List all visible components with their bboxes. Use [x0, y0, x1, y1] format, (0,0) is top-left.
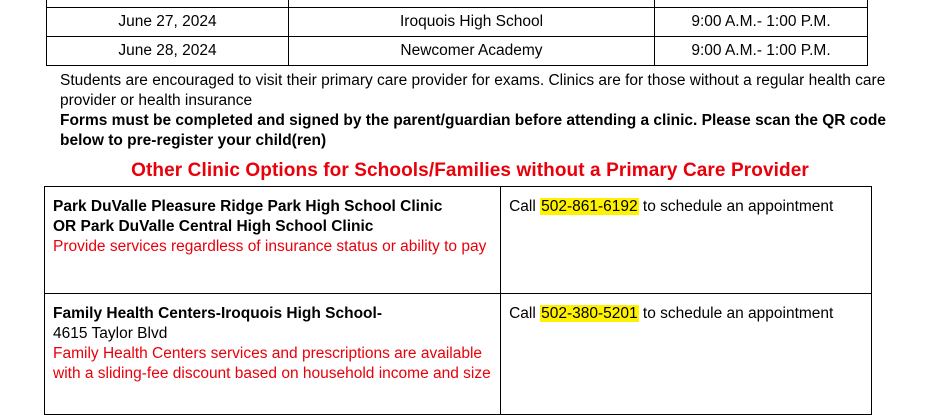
location-cell: Iroquois High School	[289, 8, 655, 37]
table-row	[45, 187, 872, 294]
table-row	[47, 8, 868, 37]
forms-note: Forms must be completed and signed by the parent/guardian before attending a clinic. Please scan the QR code below to pre-register your child(ren)	[60, 112, 886, 149]
call-suffix: to schedule an appointment	[638, 305, 834, 322]
encourage-note: Students are encouraged to visit their primary care provider for exams. Clinics are for those without a regular health care provider or health insurance	[60, 72, 886, 109]
other-clinics-table	[44, 186, 872, 415]
date-cell: June 27, 2024	[47, 8, 289, 37]
clinic-contact-cell	[501, 187, 872, 294]
other-clinics-heading: Other Clinic Options for Schools/Families without a Primary Care Provider	[131, 160, 809, 181]
clinic-name: Park DuValle Pleasure Ridge Park High School Clinic	[53, 198, 443, 215]
time-cell: 9:00 A.M.- 1:00 P.M.	[655, 8, 868, 37]
location-cell: Newcomer Academy	[289, 37, 655, 66]
clinic-description: Family Health Centers services and prescriptions are available with a sliding-fee discount based on household income and size	[53, 345, 491, 382]
phone-number[interactable]: 502-861-6192	[541, 198, 638, 215]
call-prefix: Call	[509, 198, 541, 215]
clinic-contact-cell	[501, 294, 872, 415]
date-cell: June 28, 2024	[47, 37, 289, 66]
call-suffix: to schedule an appointment	[638, 198, 834, 215]
clinic-schedule-table	[46, 0, 868, 66]
time-cell: 9:00 A.M.- 1:00 P.M.	[655, 37, 868, 66]
time-cell	[655, 0, 868, 8]
table-row	[45, 294, 872, 415]
clinic-name: Family Health Centers-Iroquois High School-	[53, 305, 382, 322]
location-cell	[289, 0, 655, 8]
phone-number[interactable]: 502-380-5201	[541, 305, 638, 322]
date-cell	[47, 0, 289, 8]
notes-section	[60, 71, 890, 151]
clinic-info-cell	[45, 187, 501, 294]
table-row	[47, 0, 868, 8]
clinic-info-cell	[45, 294, 501, 415]
clinic-address: 4615 Taylor Blvd	[53, 325, 168, 342]
clinic-description: Provide services regardless of insurance status or ability to pay	[53, 238, 487, 255]
call-prefix: Call	[509, 305, 541, 322]
clinic-name-alt: OR Park DuValle Central High School Clinic	[53, 218, 374, 235]
table-row	[47, 37, 868, 66]
